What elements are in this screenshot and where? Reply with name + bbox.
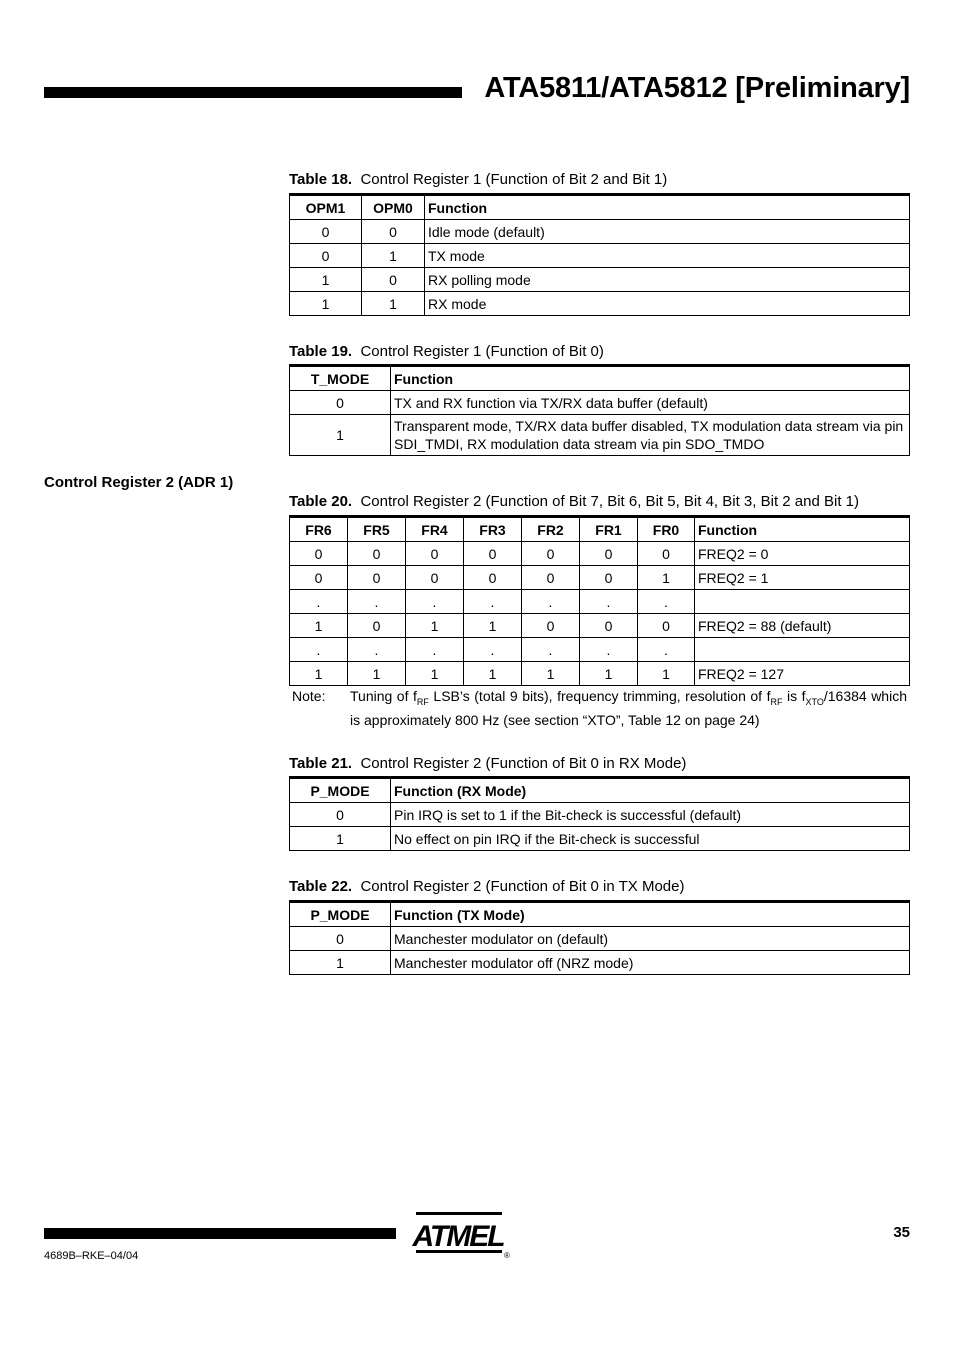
table-header-row bbox=[290, 366, 910, 391]
table-cell: FREQ2 = 127 bbox=[695, 662, 910, 686]
table-cell: 0 bbox=[290, 220, 362, 244]
table-cell: 0 bbox=[580, 542, 638, 566]
table-cell: 1 bbox=[290, 292, 362, 316]
table-cell: 1 bbox=[464, 662, 522, 686]
table-cell: . bbox=[580, 590, 638, 614]
table-cell: 0 bbox=[290, 391, 391, 415]
table-cell: 0 bbox=[638, 614, 695, 638]
table-cell: Idle mode (default) bbox=[425, 220, 910, 244]
table22-caption-text: Control Register 2 (Function of Bit 0 in TX Mode) bbox=[360, 878, 685, 895]
table-cell: 1 bbox=[406, 614, 464, 638]
table20 bbox=[289, 515, 910, 686]
table-cell: 0 bbox=[348, 542, 406, 566]
table-row bbox=[290, 566, 910, 590]
table-cell: 0 bbox=[638, 542, 695, 566]
table-row bbox=[290, 542, 910, 566]
table-cell: 0 bbox=[290, 927, 391, 951]
column-header: T_MODE bbox=[290, 366, 391, 391]
table-cell: 0 bbox=[362, 268, 425, 292]
table-cell: No effect on pin IRQ if the Bit-check is successful bbox=[391, 827, 910, 851]
table-header-row bbox=[290, 778, 910, 803]
section-heading: Control Register 2 (ADR 1) bbox=[44, 474, 234, 491]
table-row bbox=[290, 614, 910, 638]
table-cell: 0 bbox=[522, 542, 580, 566]
table-header-row bbox=[290, 517, 910, 542]
table-cell: 0 bbox=[290, 244, 362, 268]
table-cell bbox=[695, 590, 910, 614]
footer-rule bbox=[44, 1228, 396, 1239]
atmel-logo bbox=[408, 1208, 512, 1265]
column-header: Function bbox=[695, 517, 910, 542]
table-cell: 0 bbox=[290, 803, 391, 827]
table-cell: 0 bbox=[290, 542, 348, 566]
table-cell: 1 bbox=[290, 614, 348, 638]
table-cell bbox=[695, 638, 910, 662]
table-header-row bbox=[290, 902, 910, 927]
table20-label: Table 20. bbox=[289, 493, 353, 510]
table-cell: TX mode bbox=[425, 244, 910, 268]
column-header: Function bbox=[425, 195, 910, 220]
table20-caption-text: Control Register 2 (Function of Bit 7, Bit 6, Bit 5, Bit 4, Bit 3, Bit 2 and Bit 1) bbox=[360, 493, 859, 510]
column-header: Function (RX Mode) bbox=[391, 778, 910, 803]
table21 bbox=[289, 776, 910, 851]
table-cell: . bbox=[290, 638, 348, 662]
column-header: OPM1 bbox=[290, 195, 362, 220]
table-cell: 1 bbox=[290, 951, 391, 975]
table-cell: 1 bbox=[290, 268, 362, 292]
table-cell: . bbox=[522, 638, 580, 662]
table-cell: 1 bbox=[290, 827, 391, 851]
table-cell: FREQ2 = 1 bbox=[695, 566, 910, 590]
table-cell: 1 bbox=[464, 614, 522, 638]
table-cell: . bbox=[464, 638, 522, 662]
column-header: Function (TX Mode) bbox=[391, 902, 910, 927]
table21-caption-text: Control Register 2 (Function of Bit 0 in RX Mode) bbox=[360, 755, 687, 772]
svg-text:ATMEL: ATMEL bbox=[412, 1220, 504, 1253]
table-cell: . bbox=[464, 590, 522, 614]
column-header: FR4 bbox=[406, 517, 464, 542]
table-cell: . bbox=[348, 638, 406, 662]
note-label: Note: bbox=[292, 688, 326, 704]
table-cell: 0 bbox=[580, 566, 638, 590]
table-cell: 0 bbox=[290, 566, 348, 590]
table20-caption bbox=[289, 493, 859, 510]
column-header: FR2 bbox=[522, 517, 580, 542]
table-cell: . bbox=[638, 590, 695, 614]
table21-caption bbox=[289, 755, 686, 772]
table-cell: . bbox=[522, 590, 580, 614]
table21-label: Table 21. bbox=[289, 755, 353, 772]
table-row bbox=[290, 268, 910, 292]
document-code: 4689B–RKE–04/04 bbox=[44, 1250, 139, 1262]
table-cell: 0 bbox=[348, 566, 406, 590]
table19-caption-text: Control Register 1 (Function of Bit 0) bbox=[360, 343, 604, 360]
table-cell: 0 bbox=[522, 614, 580, 638]
atmel-logo-icon bbox=[408, 1208, 512, 1260]
table-cell: 0 bbox=[464, 542, 522, 566]
table18-label: Table 18. bbox=[289, 171, 353, 188]
table-cell: 1 bbox=[362, 244, 425, 268]
table-row bbox=[290, 638, 910, 662]
table-cell: 0 bbox=[406, 566, 464, 590]
table-cell: Transparent mode, TX/RX data buffer disabled, TX modulation data stream via pin SDI_TMDI, RX modulation data stream via pin SDO_TMDO bbox=[391, 415, 910, 456]
table-cell: Manchester modulator off (NRZ mode) bbox=[391, 951, 910, 975]
table-cell: . bbox=[348, 590, 406, 614]
table-cell: 1 bbox=[580, 662, 638, 686]
table-cell: 1 bbox=[406, 662, 464, 686]
column-header: Function bbox=[391, 366, 910, 391]
table-cell: 1 bbox=[522, 662, 580, 686]
table-row bbox=[290, 292, 910, 316]
table-row bbox=[290, 927, 910, 951]
column-header: FR6 bbox=[290, 517, 348, 542]
table-cell: Manchester modulator on (default) bbox=[391, 927, 910, 951]
table-cell: . bbox=[406, 590, 464, 614]
table-cell: TX and RX function via TX/RX data buffer (default) bbox=[391, 391, 910, 415]
table-row bbox=[290, 951, 910, 975]
table-cell: 1 bbox=[362, 292, 425, 316]
column-header: FR3 bbox=[464, 517, 522, 542]
table18-caption-text: Control Register 1 (Function of Bit 2 and Bit 1) bbox=[360, 171, 668, 188]
column-header: OPM0 bbox=[362, 195, 425, 220]
page-number: 35 bbox=[893, 1224, 910, 1241]
table-cell: Pin IRQ is set to 1 if the Bit-check is successful (default) bbox=[391, 803, 910, 827]
table19-caption bbox=[289, 343, 604, 360]
header-rule bbox=[44, 87, 462, 98]
table-row bbox=[290, 590, 910, 614]
table-cell: 1 bbox=[290, 415, 391, 456]
table-row bbox=[290, 803, 910, 827]
table22-caption bbox=[289, 878, 684, 895]
svg-text:®: ® bbox=[504, 1251, 510, 1260]
column-header: FR0 bbox=[638, 517, 695, 542]
table18-caption bbox=[289, 171, 667, 188]
note-text: Tuning of $f_{RF}$ LSB’s (total 9 bits), frequency trimming, resolution of $f_{RF}$ is $f_{XTO}/16384$ which is approximately 800 Hz (see section “XTO”, Table 12 on page 24) bbox=[350, 688, 907, 728]
table-cell: FREQ2 = 0 bbox=[695, 542, 910, 566]
table22 bbox=[289, 900, 910, 975]
column-header: FR1 bbox=[580, 517, 638, 542]
table-cell: 1 bbox=[638, 662, 695, 686]
table-cell: 0 bbox=[362, 220, 425, 244]
table-row bbox=[290, 220, 910, 244]
table-cell: . bbox=[290, 590, 348, 614]
table-cell: 1 bbox=[638, 566, 695, 590]
table-cell: 0 bbox=[580, 614, 638, 638]
table-cell: RX polling mode bbox=[425, 268, 910, 292]
table-row bbox=[290, 662, 910, 686]
column-header: FR5 bbox=[348, 517, 406, 542]
page-title: ATA5811/ATA5812 [Preliminary] bbox=[484, 72, 910, 104]
table22-label: Table 22. bbox=[289, 878, 353, 895]
table-row bbox=[290, 391, 910, 415]
table18 bbox=[289, 193, 910, 316]
column-header: P_MODE bbox=[290, 902, 391, 927]
table-header-row bbox=[290, 195, 910, 220]
table-cell: . bbox=[406, 638, 464, 662]
table-cell: 1 bbox=[290, 662, 348, 686]
table19 bbox=[289, 364, 910, 456]
table-cell: 0 bbox=[406, 542, 464, 566]
table-cell: 0 bbox=[522, 566, 580, 590]
table-cell: 1 bbox=[348, 662, 406, 686]
table-row bbox=[290, 827, 910, 851]
table-row bbox=[290, 244, 910, 268]
table-cell: 0 bbox=[464, 566, 522, 590]
table19-label: Table 19. bbox=[289, 343, 353, 360]
table-row bbox=[290, 415, 910, 456]
table-cell: 0 bbox=[348, 614, 406, 638]
table-cell: . bbox=[638, 638, 695, 662]
table-cell: RX mode bbox=[425, 292, 910, 316]
table-cell: . bbox=[580, 638, 638, 662]
table-cell: FREQ2 = 88 (default) bbox=[695, 614, 910, 638]
column-header: P_MODE bbox=[290, 778, 391, 803]
